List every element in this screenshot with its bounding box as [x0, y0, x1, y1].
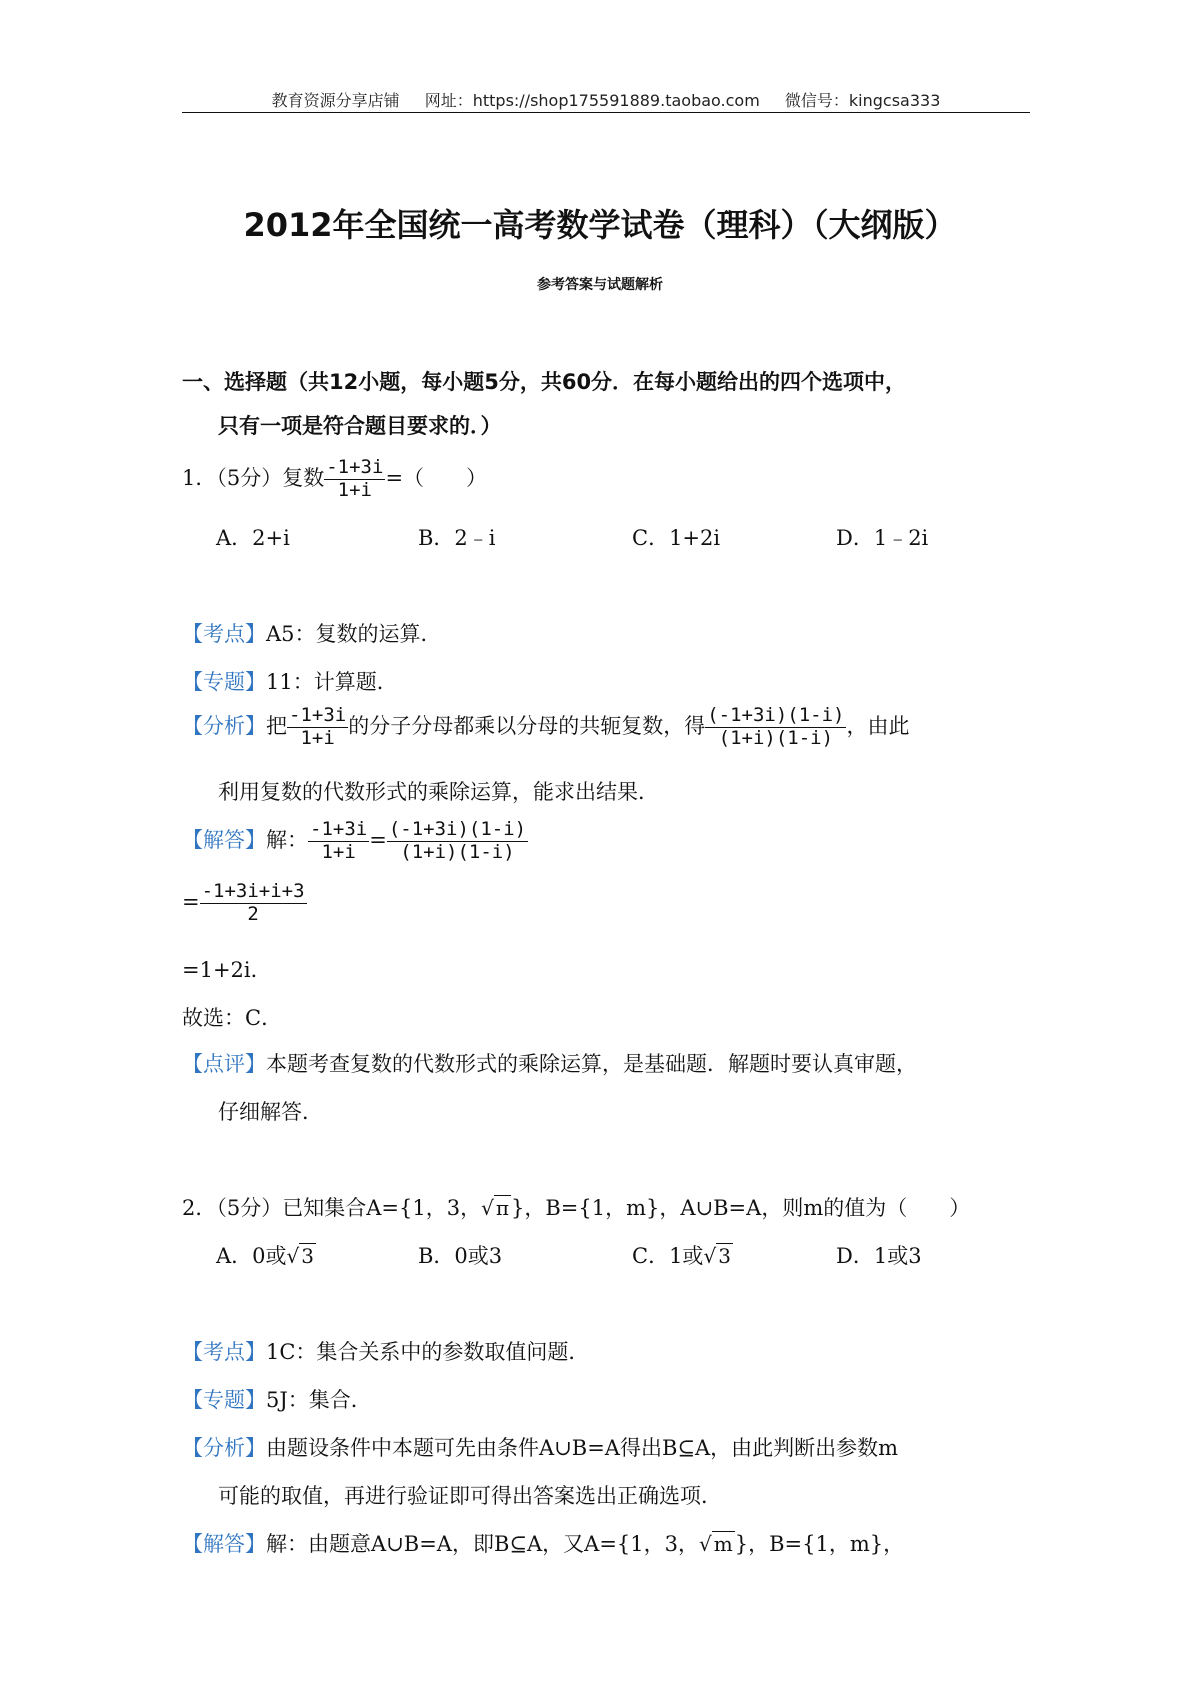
q1-dianping-line2: 仔细解答．	[218, 1100, 323, 1124]
q1-answer: 故选：C．	[182, 1006, 283, 1030]
q2-option-a[interactable]: A．0或√ 3	[216, 1244, 315, 1268]
q2-option-c[interactable]: C．1或√ 3	[632, 1244, 731, 1268]
q2-fenxi-line2: 可能的取值，再进行验证即可得出答案选出正确选项．	[218, 1484, 722, 1508]
q1-option-d[interactable]: D．1﹣2i	[836, 526, 929, 550]
q2-kaodian: 【考点】1C：集合关系中的参数取值问题．	[182, 1340, 590, 1364]
section-heading-line2: 只有一项是符合题目要求的．）	[218, 414, 502, 438]
q1-step2: = $\frac{-1+3i+i+3}{2}$	[182, 880, 305, 925]
header-shop: 教育资源分享店铺	[271, 91, 400, 110]
q1-dianping: 【点评】本题考查复数的代数形式的乘除运算，是基础题．解题时要认真审题，	[182, 1052, 917, 1076]
q1-option-b[interactable]: B．2﹣i	[418, 526, 496, 550]
q1-kaodian: 【考点】A5：复数的运算．	[182, 622, 442, 646]
q1-fenxi: 【分析】把 $\frac{-1+3i}{1+i}$ 的分子分母都乘以分母的共轭复数，得 $\frac{(-1+3i)(1-i)}{(1+i)(1-i)}$ ，由此	[182, 704, 910, 749]
page-title: 2012年全国统一高考数学试卷（理科）（大纲版）	[243, 206, 957, 244]
q2-stem: 2．（5分）已知集合A={1，3，√ π}，B={1，m}，A∪B=A，则m的值为（ ）	[182, 1196, 971, 1220]
q1-jieda: 【解答】解： $\frac{-1+3i}{1+i}$ = $\frac{(-1+3i)(1-i)}{(1+i)(1-i)}$	[182, 818, 527, 863]
q1-stem: 1．（5分）复数 $\frac{-1+3i}{1+i}$ =（ ）	[182, 456, 488, 501]
q1-zhuanti: 【专题】11：计算题．	[182, 670, 398, 694]
header-divider	[182, 112, 1030, 113]
sqrt-pi: √ π	[481, 1196, 509, 1220]
q2-option-b[interactable]: B．0或3	[418, 1244, 503, 1268]
q2-jieda: 【解答】解：由题意A∪B=A，即B⊆A，又A={1，3，√ m}，B={1，m}，	[182, 1532, 905, 1556]
q2-option-d[interactable]: D．1或3	[836, 1244, 922, 1268]
q1-step3: =1+2i．	[182, 958, 272, 982]
q2-zhuanti: 【专题】5J：集合．	[182, 1388, 372, 1412]
header-wechat: 微信号：kingcsa333	[784, 91, 941, 110]
header-url: 网址：https://shop175591889.taobao.com	[424, 91, 760, 110]
section-heading-line1: 一、选择题（共12小题，每小题5分，共60分．在每小题给出的四个选项中，	[182, 370, 907, 394]
page-subtitle: 参考答案与试题解析	[537, 277, 663, 293]
q1-option-c[interactable]: C．1+2i	[632, 526, 721, 550]
q1-fenxi-line2: 利用复数的代数形式的乘除运算，能求出结果．	[218, 780, 659, 804]
q1-fraction: $\frac{-1+3i}{1+i}$	[326, 456, 384, 501]
q2-fenxi: 【分析】由题设条件中本题可先由条件A∪B=A得出B⊆A，由此判断出参数m	[182, 1436, 899, 1460]
q1-option-a[interactable]: A．2+i	[216, 526, 290, 550]
page-header	[182, 88, 1030, 111]
